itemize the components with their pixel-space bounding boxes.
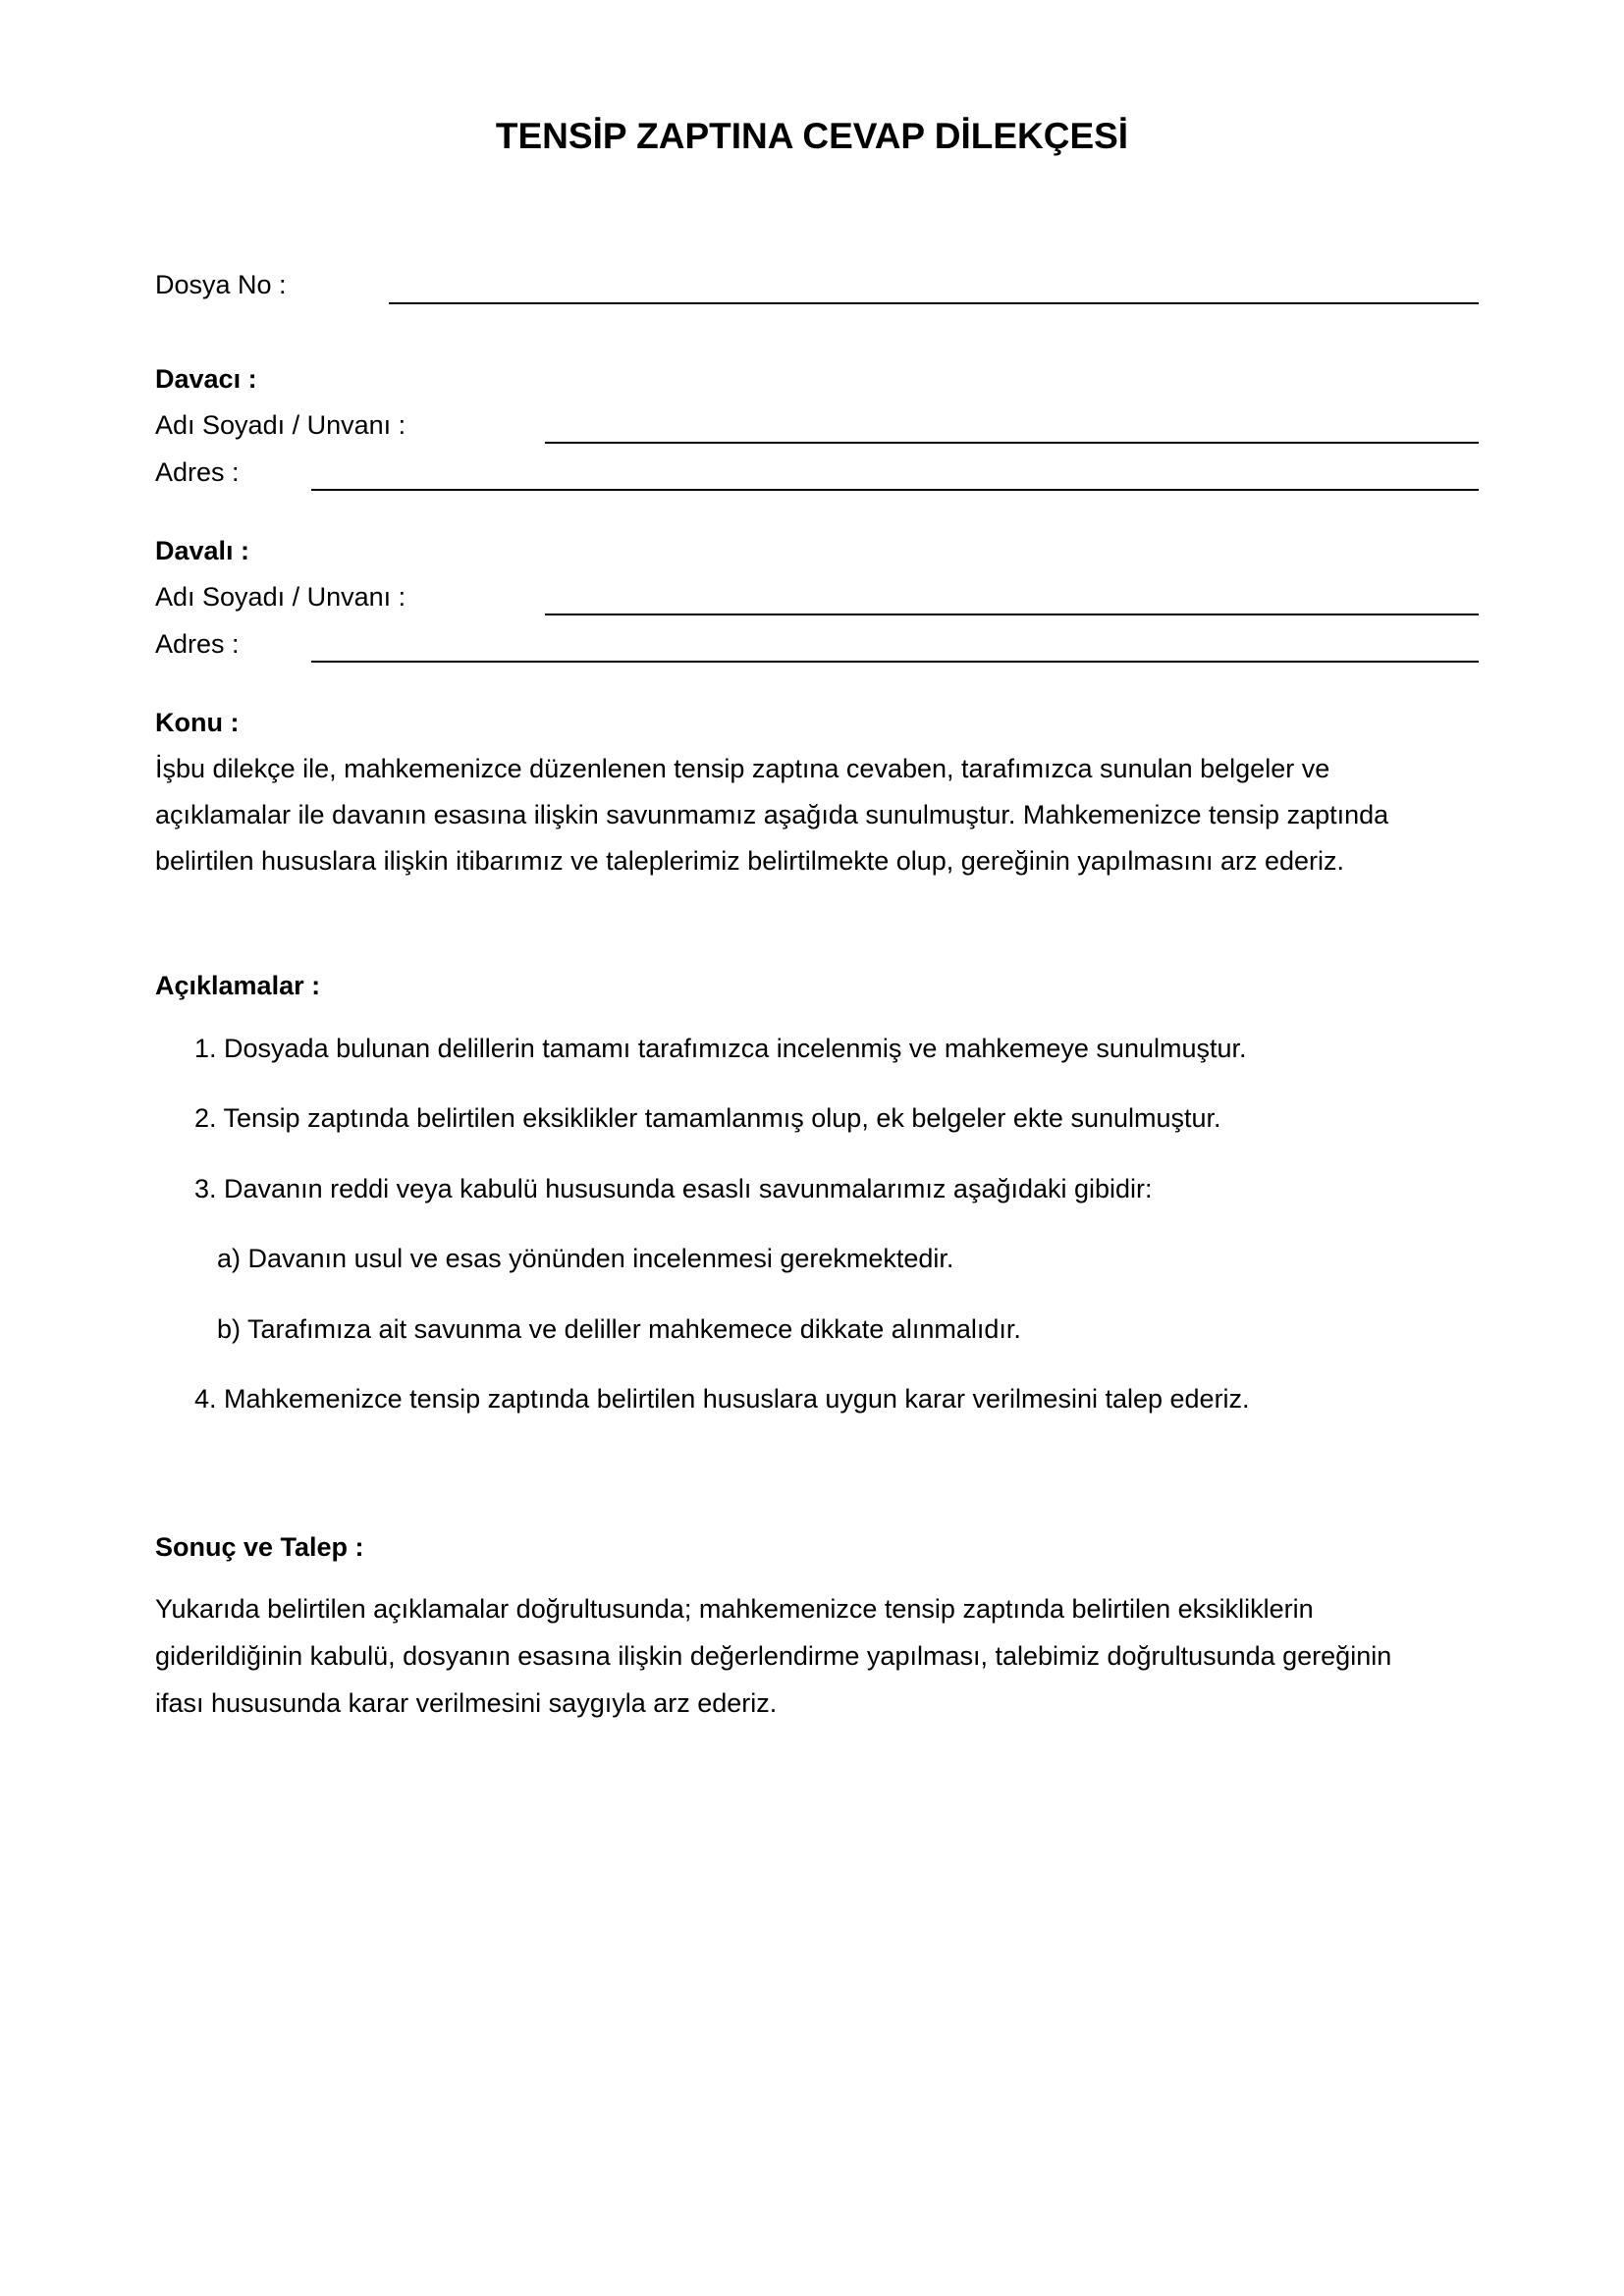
aciklamalar-item: 4. Mahkemenizce tensip zaptında belirtilen hususlara uygun karar verilmesini talep ederiz. [194, 1384, 1250, 1414]
davaci-address-label: Adres : [155, 457, 240, 487]
aciklamalar-item: 3. Davanın reddi veya kabulü hususunda esaslı savunmalarımız aşağıdaki gibidir: [194, 1174, 1153, 1203]
davali-address-blank-line[interactable] [311, 661, 1479, 663]
davali-heading: Davalı : [155, 536, 250, 565]
sonuc-line: Yukarıda belirtilen açıklamalar doğrultusunda; mahkemenizce tensip zaptında belirtilen eksikliklerin [155, 1594, 1314, 1624]
dosya-no-blank-line[interactable] [389, 302, 1479, 304]
davali-address-label: Adres : [155, 629, 240, 659]
davali-name-label: Adı Soyadı / Unvanı : [155, 582, 406, 612]
sonuc-line: ifası hususunda karar verilmesini saygıyla arz ederiz. [155, 1688, 778, 1718]
aciklamalar-item: 2. Tensip zaptında belirtilen eksiklikler tamamlanmış olup, ek belgeler ekte sunulmuştur. [194, 1103, 1221, 1133]
konu-line: belirtilen hususlara ilişkin itibarımız ve taleplerimiz belirtilmekte olup, gereğinin yapılmasını arz ederiz. [155, 846, 1345, 876]
aciklamalar-subitem: a) Davanın usul ve esas yönünden incelenmesi gerekmektedir. [217, 1244, 954, 1273]
davaci-heading: Davacı : [155, 364, 257, 394]
davaci-address-blank-line[interactable] [311, 489, 1479, 491]
aciklamalar-subitem: b) Tarafımıza ait savunma ve deliller mahkemece dikkate alınmalıdır. [217, 1314, 1021, 1344]
konu-line: İşbu dilekçe ile, mahkemenizce düzenlenen tensip zaptına cevaben, tarafımızca sunulan belgeler ve [155, 754, 1330, 783]
davali-name-blank-line[interactable] [545, 614, 1479, 615]
sonuc-line: giderildiğinin kabulü, dosyanın esasına ilişkin değerlendirme yapılması, talebimiz doğrultusunda gereğinin [155, 1641, 1392, 1671]
konu-line: açıklamalar ile davanın esasına ilişkin savunmamız aşağıda sunulmuştur. Mahkemenizce tensip zaptında [155, 800, 1389, 829]
document-title: TENSİP ZAPTINA CEVAP DİLEKÇESİ [495, 116, 1129, 156]
sonuc-heading: Sonuç ve Talep : [155, 1532, 364, 1562]
aciklamalar-item: 1. Dosyada bulunan delillerin tamamı tarafımızca incelenmiş ve mahkemeye sunulmuştur. [194, 1034, 1247, 1063]
dosya-no-label: Dosya No : [155, 270, 287, 299]
aciklamalar-heading: Açıklamalar : [155, 971, 321, 1000]
konu-heading: Konu : [155, 708, 240, 737]
davaci-name-label: Adı Soyadı / Unvanı : [155, 410, 406, 440]
davaci-name-blank-line[interactable] [545, 442, 1479, 444]
